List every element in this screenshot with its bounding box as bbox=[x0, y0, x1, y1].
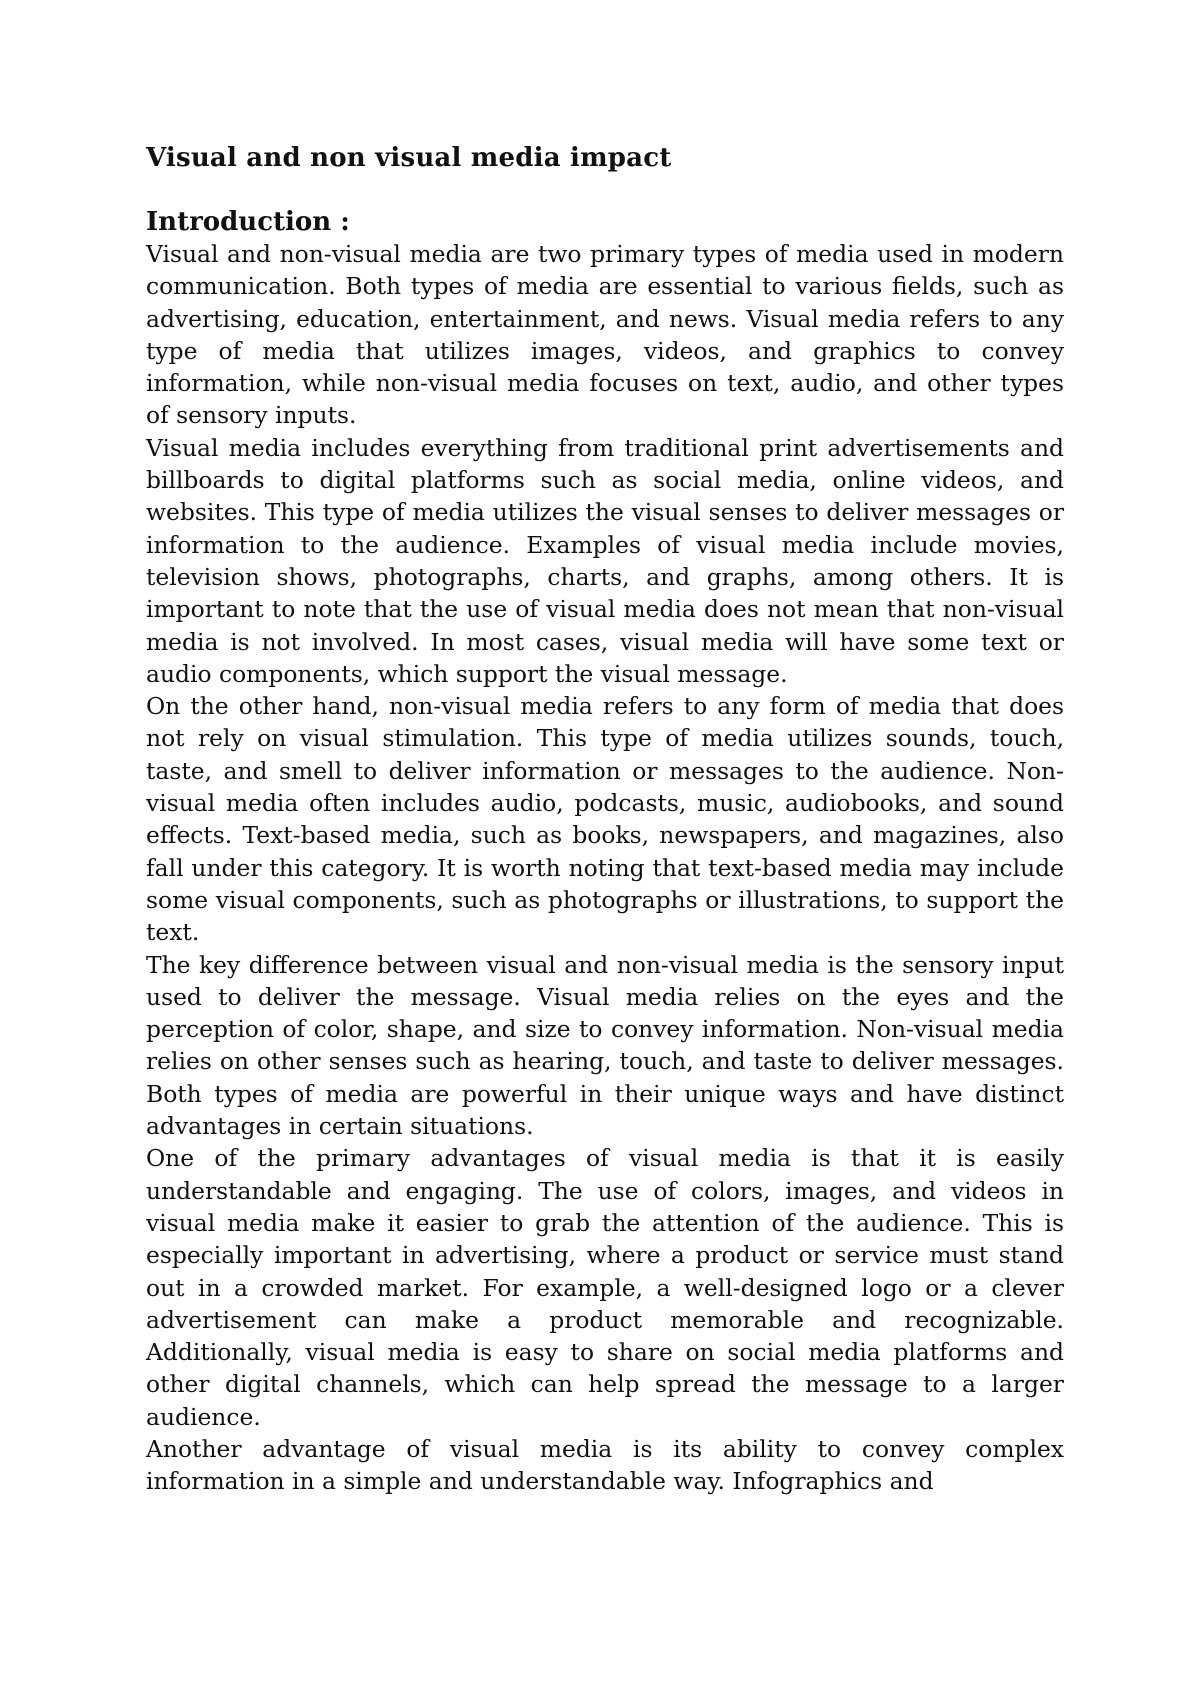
document-title: Visual and non visual media impact bbox=[146, 143, 672, 173]
section-heading-introduction: Introduction : bbox=[146, 207, 350, 237]
paragraph: Visual and non-visual media are two primary types of media used in modern communication. Both types of media are essential to various fields, such as advertising, education, entertainment, and news. Visual media refers to any type of media that utilizes images, videos, and graphics to convey information, while non-visual media focuses on text, audio, and other types of sensory inputs. bbox=[146, 240, 1064, 430]
paragraph: Another advantage of visual media is its ability to convey complex information in a simple and understandable way. Infographics and bbox=[146, 1434, 1064, 1496]
document-page bbox=[146, 142, 1064, 1498]
paragraph: On the other hand, non-visual media refers to any form of media that does not rely on visual stimulation. This type of media utilizes sounds, touch, taste, and smell to deliver information or messages to the audience. Non-visual media often includes audio, podcasts, music, audiobooks, and sound effects. Text-based media, such as books, newspapers, and magazines, also fall under this category. It is worth noting that text-based media may include some visual components, such as photographs or illustrations, to support the text. bbox=[146, 692, 1064, 947]
paragraph: One of the primary advantages of visual media is that it is easily understandable and engaging. The use of colors, images, and videos in visual media make it easier to grab the attention of the audience. This is especially important in advertising, where a product or service must stand out in a crowded market. For example, a well-designed logo or a clever advertisement can make a product memorable and recognizable. Additionally, visual media is easy to share on social media platforms and other digital channels, which can help spread the message to a larger audience. bbox=[146, 1144, 1064, 1431]
paragraph: Visual media includes everything from traditional print advertisements and billboards to digital platforms such as social media, online videos, and websites. This type of media utilizes the visual senses to deliver messages or information to the audience. Examples of visual media include movies, television shows, photographs, charts, and graphs, among others. It is important to note that the use of visual media does not mean that non-visual media is not involved. In most cases, visual media will have some text or audio components, which support the visual message. bbox=[146, 433, 1064, 688]
paragraph: The key difference between visual and non-visual media is the sensory input used to deliver the message. Visual media relies on the eyes and the perception of color, shape, and size to convey information. Non-visual media relies on other senses such as hearing, touch, and taste to deliver messages. Both types of media are powerful in their unique ways and have distinct advantages in certain situations. bbox=[146, 950, 1064, 1141]
